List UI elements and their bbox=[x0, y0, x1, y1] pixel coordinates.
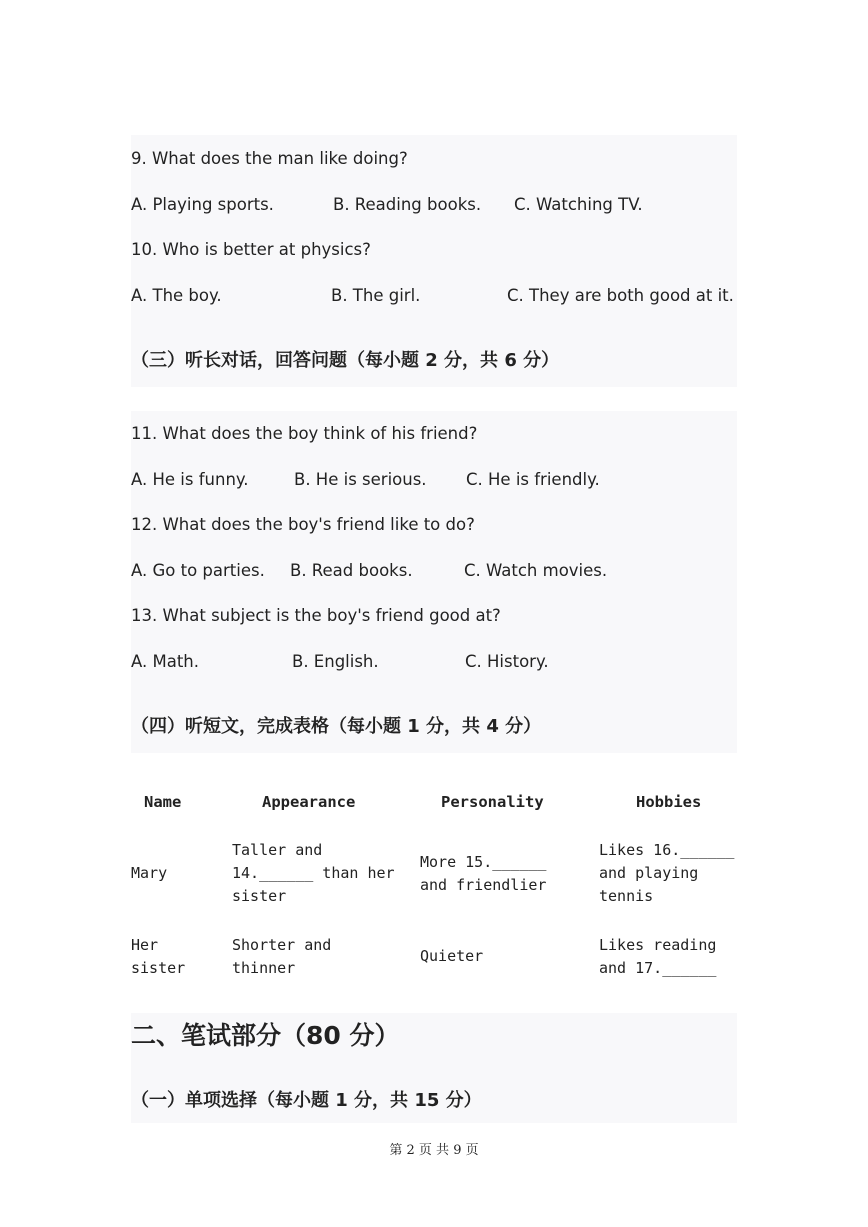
part-2-title: 二、笔试部分（80 分） bbox=[131, 1021, 400, 1050]
option-11c: C. He is friendly. bbox=[466, 470, 600, 489]
option-11a: A. He is funny. bbox=[131, 470, 249, 489]
cell-hobbies-2: Likes reading and 17.______ bbox=[599, 936, 717, 977]
question-12: 12. What does the boy's friend like to do? bbox=[131, 515, 475, 534]
header-name: Name bbox=[144, 793, 182, 811]
question-9: 9. What does the man like doing? bbox=[131, 149, 408, 168]
cell-name-1: Mary bbox=[131, 864, 168, 882]
part-2-subtitle: （一）单项选择（每小题 1 分，共 15 分） bbox=[131, 1090, 482, 1111]
header-personality: Personality bbox=[441, 793, 544, 811]
question-11: 11. What does the boy think of his friend? bbox=[131, 424, 478, 443]
listening-block-2 bbox=[131, 411, 737, 753]
question-10: 10. Who is better at physics? bbox=[131, 240, 371, 259]
cell-name-2: Her sister bbox=[131, 936, 186, 977]
option-9b: B. Reading books. bbox=[333, 195, 482, 214]
option-9a: A. Playing sports. bbox=[131, 195, 274, 214]
cell-appearance-2: Shorter and thinner bbox=[232, 936, 332, 977]
section-4-title: （四）听短文，完成表格（每小题 1 分，共 4 分） bbox=[131, 716, 542, 737]
option-12c: C. Watch movies. bbox=[464, 561, 608, 580]
question-13: 13. What subject is the boy's friend good at? bbox=[131, 606, 501, 625]
option-12b: B. Read books. bbox=[290, 561, 413, 580]
cell-hobbies-1: Likes 16.______ and playing tennis bbox=[599, 841, 735, 905]
option-10c: C. They are both good at it. bbox=[507, 286, 734, 305]
option-13b: B. English. bbox=[292, 652, 379, 671]
cell-appearance-1: Taller and 14.______ than her sister bbox=[232, 841, 395, 905]
option-9c: C. Watching TV. bbox=[514, 195, 643, 214]
option-13c: C. History. bbox=[465, 652, 549, 671]
cell-personality-2: Quieter bbox=[420, 947, 484, 965]
section-3-title: （三）听长对话，回答问题（每小题 2 分，共 6 分） bbox=[131, 350, 560, 371]
option-12a: A. Go to parties. bbox=[131, 561, 265, 580]
header-appearance: Appearance bbox=[262, 793, 356, 811]
header-hobbies: Hobbies bbox=[636, 793, 702, 811]
page-footer: 第 2 页 共 9 页 bbox=[389, 1143, 479, 1158]
option-10a: A. The boy. bbox=[131, 286, 222, 305]
option-13a: A. Math. bbox=[131, 652, 200, 671]
cell-personality-1: More 15.______ and friendlier bbox=[420, 853, 547, 894]
option-10b: B. The girl. bbox=[331, 286, 421, 305]
option-11b: B. He is serious. bbox=[294, 470, 427, 489]
